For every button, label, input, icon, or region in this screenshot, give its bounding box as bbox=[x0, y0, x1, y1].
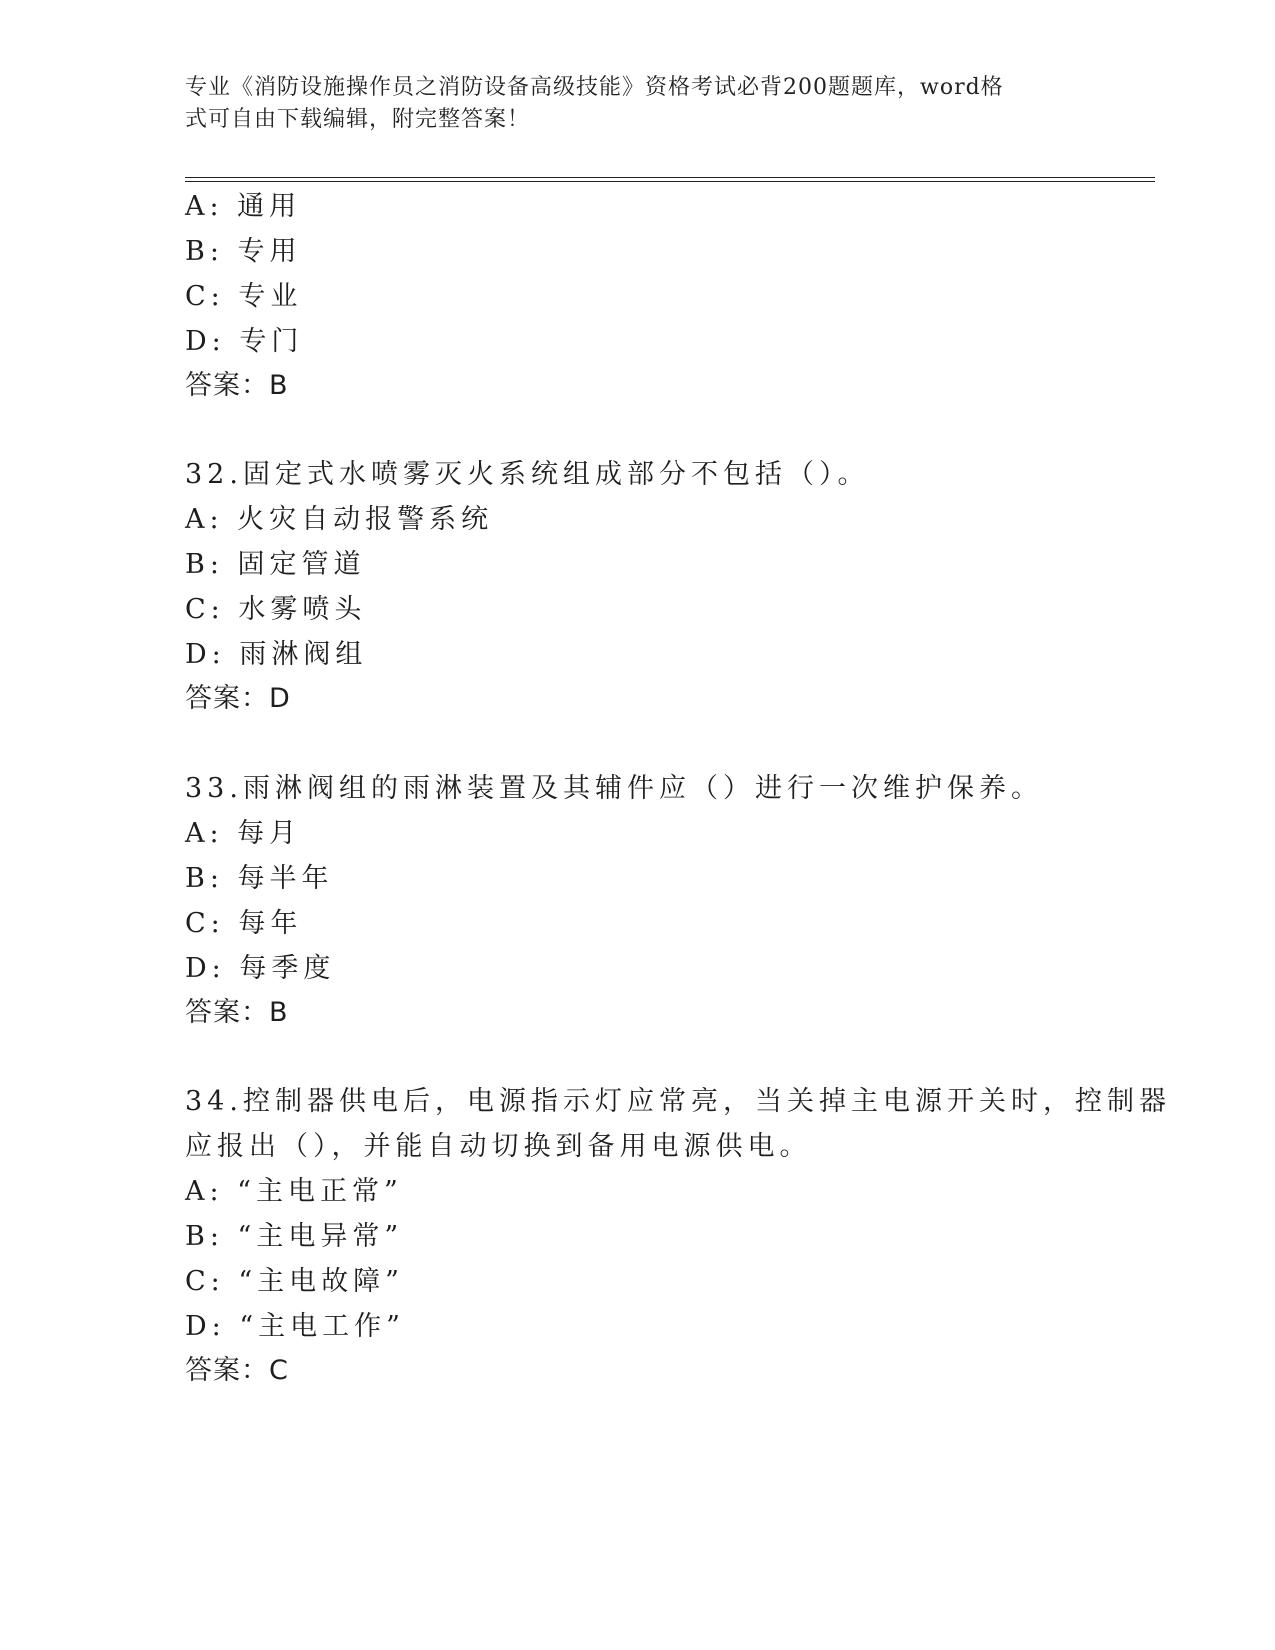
q32-question: 32.固定式水喷雾灭火系统组成部分不包括（）。 bbox=[185, 459, 870, 490]
q34-option-c: C: “主电故障” bbox=[185, 1266, 404, 1297]
header-divider-bottom bbox=[185, 181, 1155, 182]
q33-option-b: B: 每半年 bbox=[185, 863, 334, 894]
header-line-2: 式可自由下载编辑，附完整答案！ bbox=[185, 107, 531, 132]
header-line-1: 专业《消防设施操作员之消防设备高级技能》资格考试必背200题题库，word格 bbox=[185, 75, 1004, 100]
q34-option-a: A: “主电正常” bbox=[185, 1176, 403, 1207]
q31-option-d: D: 专门 bbox=[185, 326, 304, 357]
q34-question-line-1: 34.控制器供电后，电源指示灯应常亮，当关掉主电源开关时，控制器 bbox=[185, 1086, 1171, 1117]
q31-option-a: A: 通用 bbox=[185, 191, 302, 222]
header-divider-top bbox=[185, 177, 1155, 178]
q32-option-d: D: 雨淋阀组 bbox=[185, 639, 368, 670]
q33-option-c: C: 每年 bbox=[185, 908, 303, 939]
q31-option-b: B: 专用 bbox=[185, 236, 302, 267]
q32-option-c: C: 水雾喷头 bbox=[185, 594, 367, 625]
q33-question: 33.雨淋阀组的雨淋装置及其辅件应（）进行一次维护保养。 bbox=[185, 773, 1043, 804]
q33-answer: 答案：B bbox=[185, 997, 289, 1028]
q34-option-b: B: “主电异常” bbox=[185, 1221, 404, 1252]
q34-answer: 答案：C bbox=[185, 1355, 289, 1386]
q32-option-a: A: 火灾自动报警系统 bbox=[185, 504, 494, 535]
q31-answer: 答案：B bbox=[185, 370, 289, 401]
document-header bbox=[185, 72, 1085, 136]
q31-option-c: C: 专业 bbox=[185, 281, 303, 312]
q34-option-d: D: “主电工作” bbox=[185, 1311, 405, 1342]
q33-option-d: D: 每季度 bbox=[185, 953, 336, 984]
q34-question-line-2: 应报出（），并能自动切换到备用电源供电。 bbox=[185, 1131, 812, 1162]
q32-answer: 答案：D bbox=[185, 683, 291, 714]
q33-option-a: A: 每月 bbox=[185, 818, 302, 849]
q32-option-b: B: 固定管道 bbox=[185, 549, 366, 580]
